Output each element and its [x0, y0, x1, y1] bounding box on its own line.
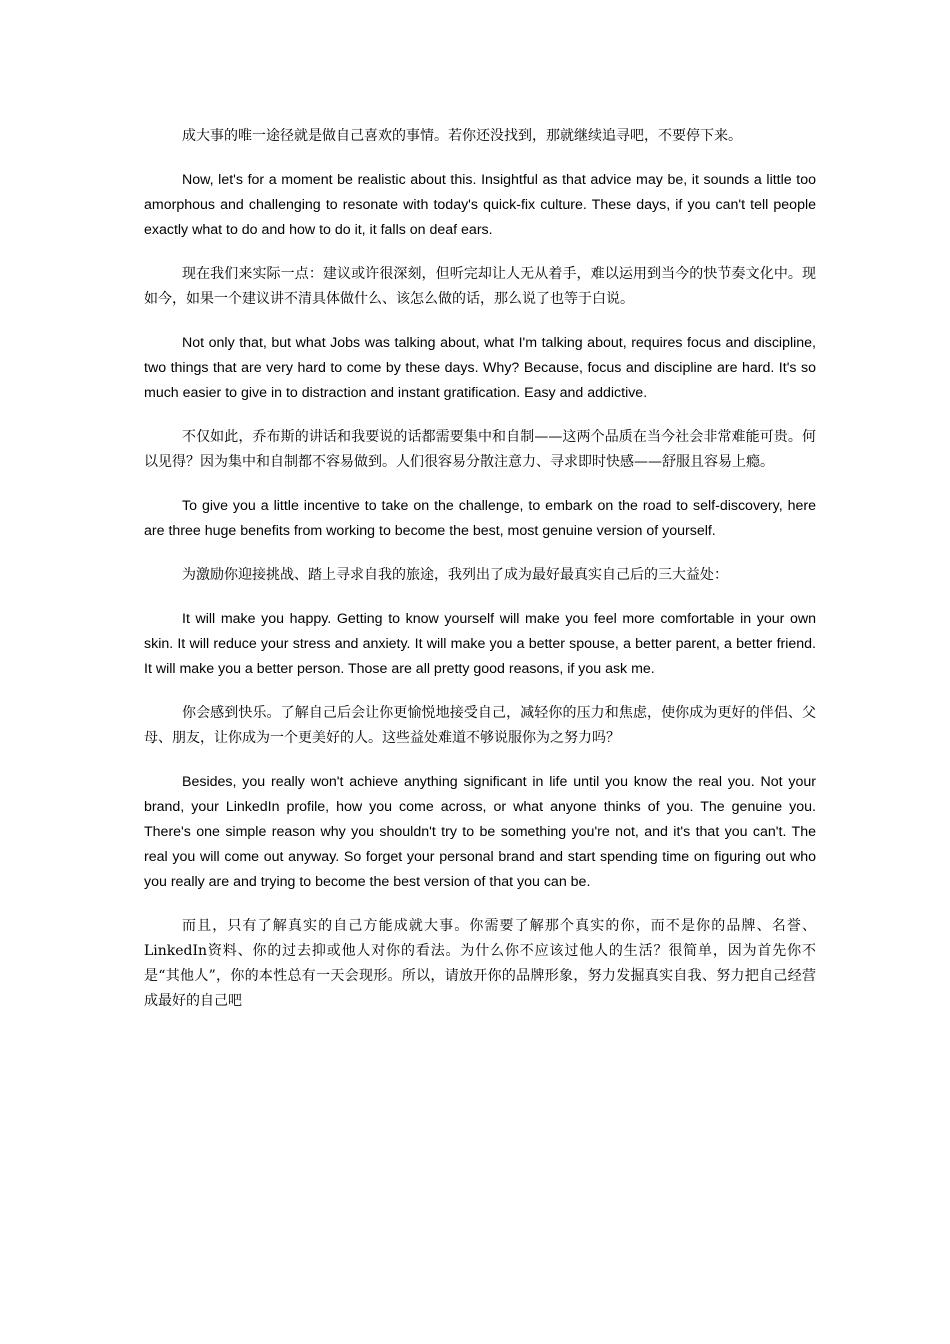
paragraph-zh-3: 不仅如此，乔布斯的讲话和我要说的话都需要集中和自制——这两个品质在当今社会非常难能可贵。何以见得？因为集中和自制都不容易做到。人们很容易分散注意力、寻求即时快感——舒服且容易上瘾。 — [144, 429, 816, 470]
paragraph-gap — [144, 243, 816, 262]
paragraph-gap — [144, 895, 816, 914]
paragraph-en-4: It will make you happy. Getting to know yourself will make you feel more comfortable in your own skin. It will reduce your stress and anxiety. It will make you a better spouse, a better parent, a better friend. It will make you a better person. Those are all pretty good reasons, if you ask me. — [144, 611, 816, 677]
paragraph-gap — [144, 312, 816, 331]
paragraph-zh-6: 而且，只有了解真实的自己方能成就大事。你需要了解那个真实的你，而不是你的品牌、名誉、LinkedIn资料、你的过去抑或他人对你的看法。为什么你不应该过他人的生活？很简单，因为首先你不是“其他人”，你的本性总有一天会现形。所以，请放开你的品牌形象，努力发掘真实自我、努力把自己经营成最好的自己吧 — [144, 918, 816, 1009]
paragraph-zh-1: 成大事的唯一途径就是做自己喜欢的事情。若你还没找到，那就继续追寻吧，不要停下来。 — [182, 128, 742, 144]
paragraph-zh-2: 现在我们来实际一点：建议或许很深刻，但听完却让人无从着手，难以运用到当今的快节奏文化中。现如今，如果一个建议讲不清具体做什么、该怎么做的话，那么说了也等于白说。 — [144, 266, 816, 307]
paragraph-en-5: Besides, you really won't achieve anything significant in life until you know the real you. Not your brand, your LinkedIn profile, how you come across, or what anyone thinks of you. The genuine you. There's one simple reason why you shouldn't try to be something you're not, and it's that you can't. The real you will come out anyway. So forget your personal brand and start spending time on figuring out who you really are and trying to become the best version of that you can be. — [144, 774, 816, 890]
article-body — [144, 124, 816, 1014]
paragraph-en-3: To give you a little incentive to take on the challenge, to embark on the road to self-discovery, here are three huge benefits from working to become the best, most genuine version of yourself. — [144, 498, 816, 539]
paragraph-zh-5: 你会感到快乐。了解自己后会让你更愉悦地接受自己，减轻你的压力和焦虑，使你成为更好的伴侣、父母、朋友，让你成为一个更美好的人。这些益处难道不够说服你为之努力吗？ — [144, 705, 816, 746]
paragraph-zh-4: 为激励你迎接挑战、踏上寻求自我的旅途，我列出了成为最好最真实自己后的三大益处： — [182, 567, 728, 583]
paragraph-en-2: Not only that, but what Jobs was talking about, what I'm talking about, requires focus and discipline, two things that are very hard to come by these days. Why? Because, focus and discipline are hard. It's so much easier to give in to distraction and instant gratification. Easy and addictive. — [144, 335, 816, 401]
paragraph-gap — [144, 406, 816, 425]
paragraph-gap — [144, 588, 816, 607]
paragraph-gap — [144, 751, 816, 770]
paragraph-en-1: Now, let's for a moment be realistic about this. Insightful as that advice may be, it sounds a little too amorphous and challenging to resonate with today's quick-fix culture. These days, if you can't tell people exactly what to do and how to do it, it falls on deaf ears. — [144, 172, 816, 238]
paragraph-gap — [144, 149, 816, 168]
paragraph-gap — [144, 475, 816, 494]
paragraph-gap — [144, 544, 816, 563]
paragraph-gap — [144, 682, 816, 701]
